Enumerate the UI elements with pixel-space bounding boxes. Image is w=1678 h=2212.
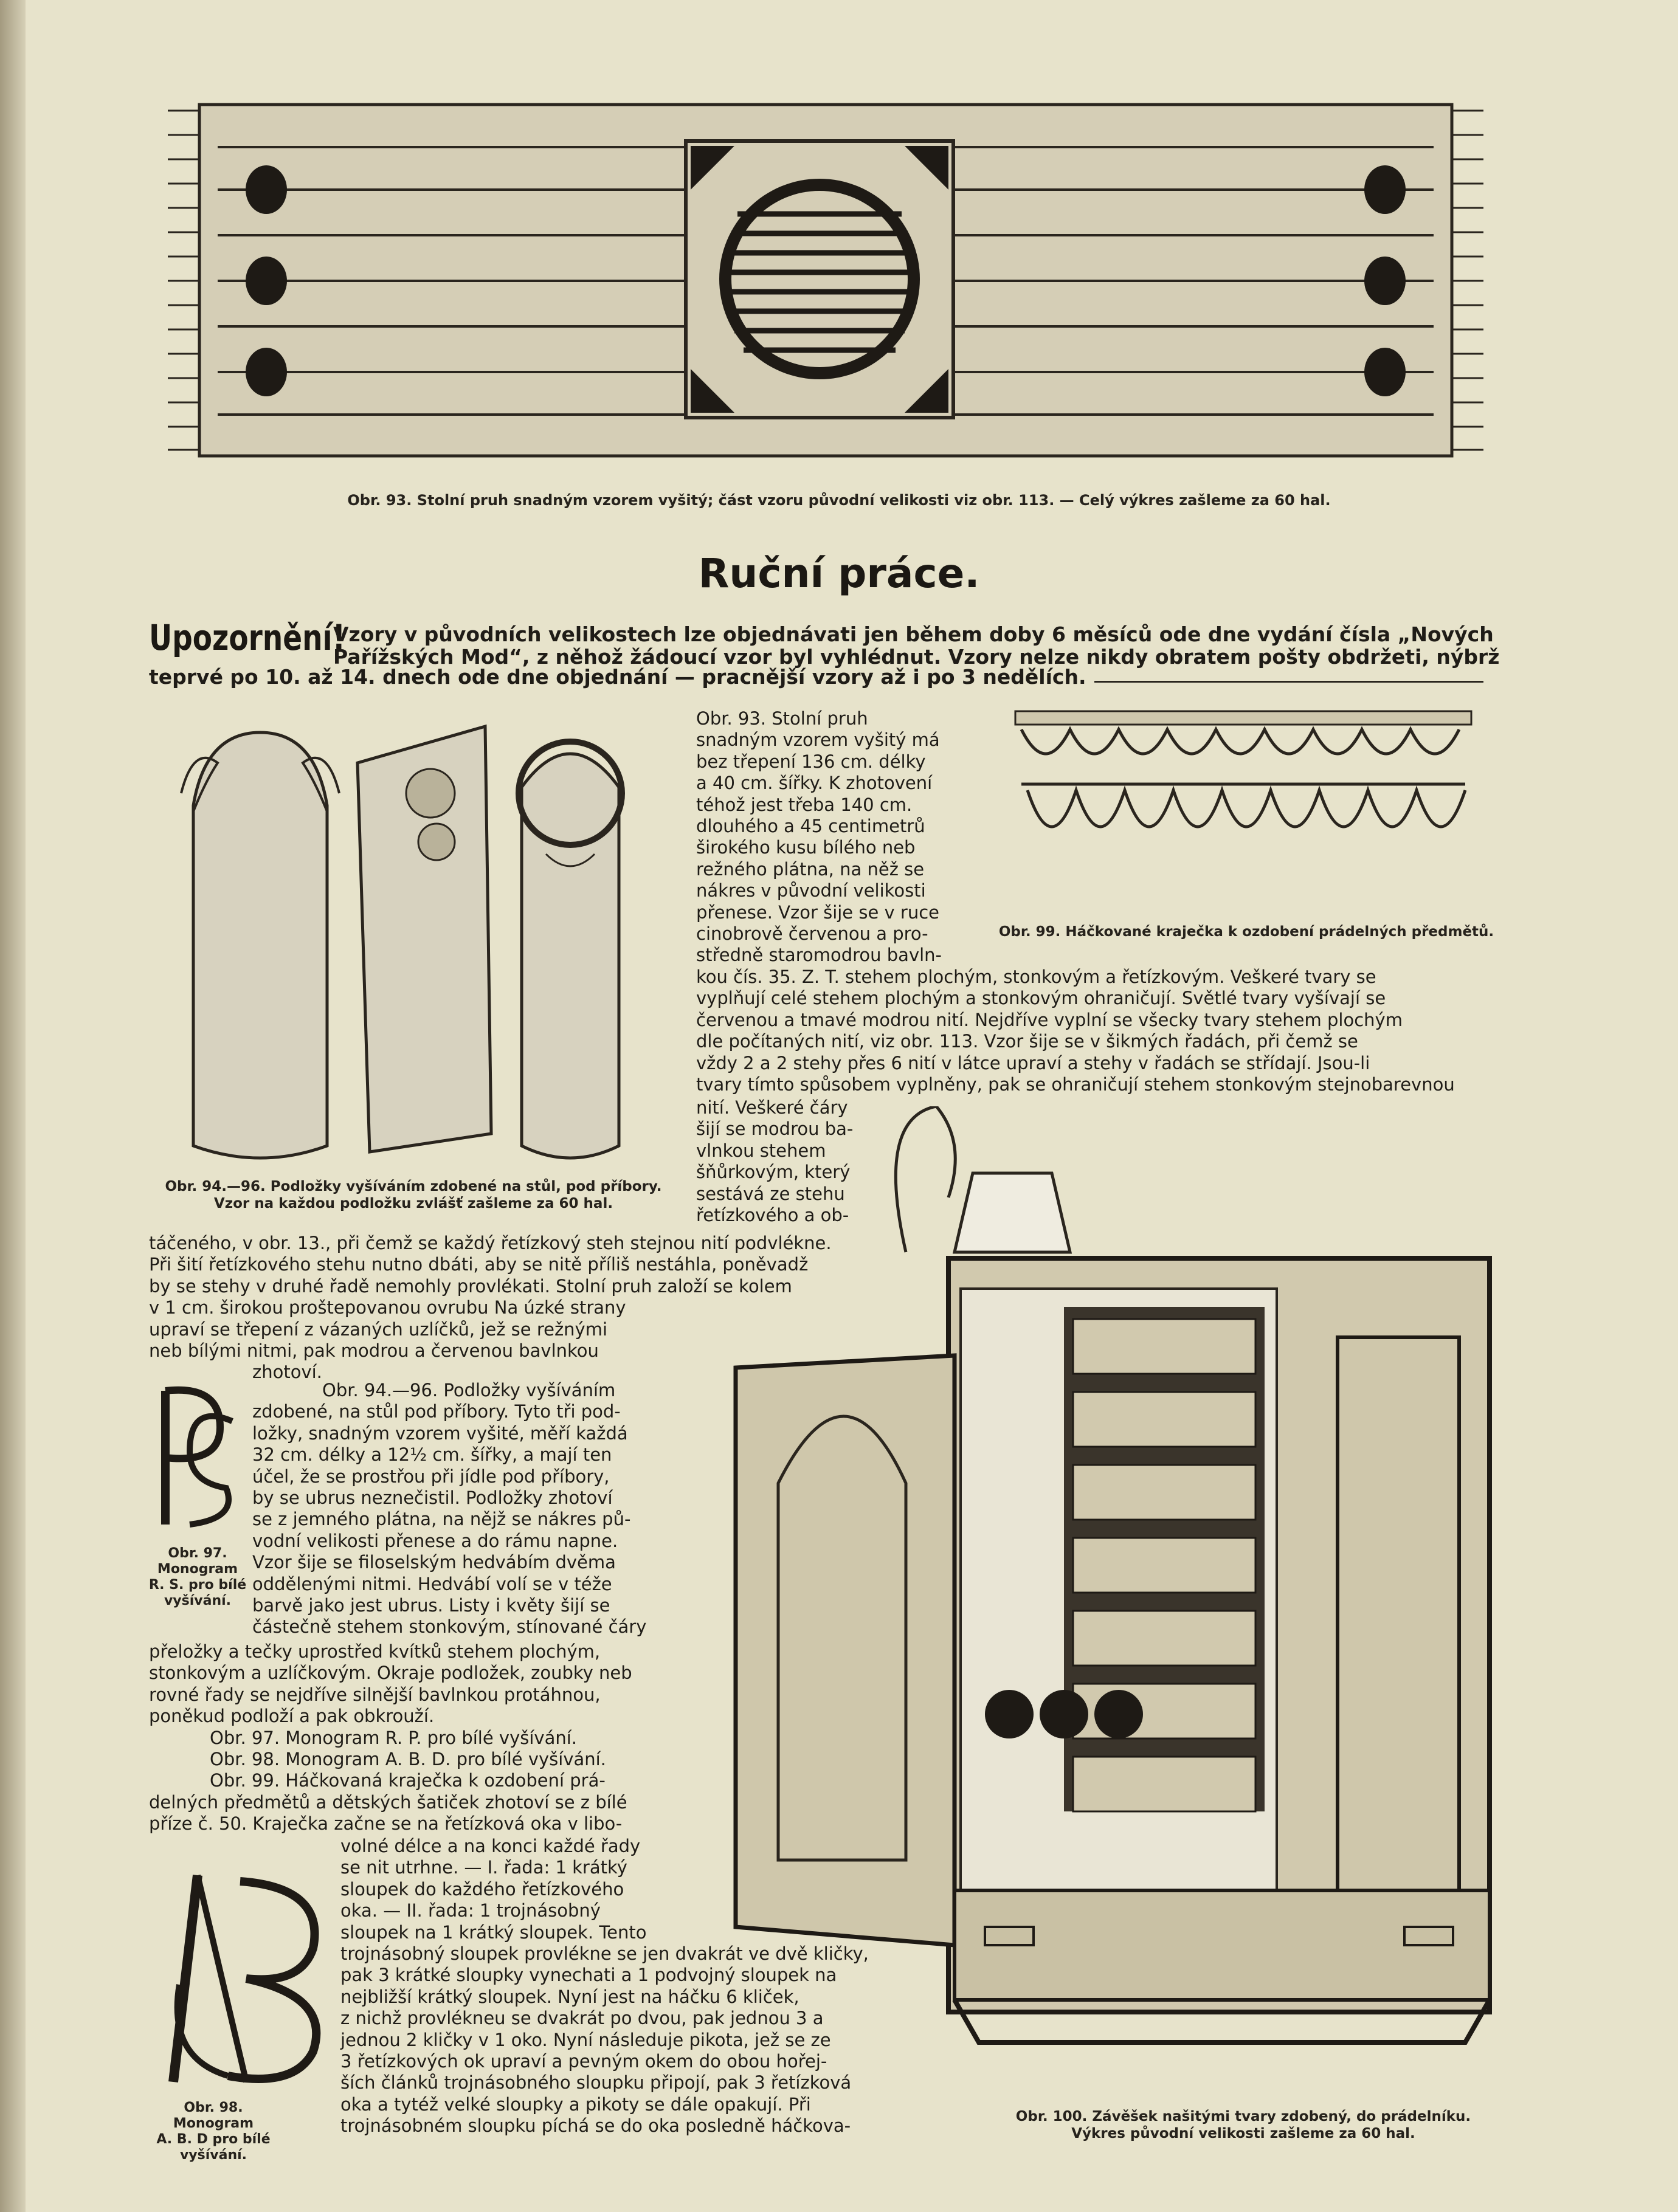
body-line: Obr. 97. Monogram R. P. pro bílé vyšívání. (210, 1727, 578, 1748)
notice-line-1: Vzory v původních velikostech lze objednávati jen během doby 6 měsíců ode dne vydání čísla „Nových (333, 622, 1494, 646)
body-line: dlouhého a 45 centimetrů (696, 816, 925, 837)
body-line: vlnkou stehem (696, 1140, 826, 1161)
body-line: poněkud podloží a pak obkrouží. (149, 1706, 435, 1727)
body-line: nití. Veškeré čáry (696, 1097, 848, 1118)
body-line: Obr. 99. Háčkovaná kraječka k ozdobení prá- (210, 1770, 606, 1791)
fig99-caption: Obr. 99. Háčkované kraječka k ozdobení prádelných předmětů. (998, 924, 1494, 940)
body-line: vyplňují celé stehem plochým a stonkovým ohraničují. Světlé tvary vyšívají se (696, 988, 1386, 1009)
monogram-abd-illustration (155, 1863, 337, 2094)
body-line: kou čís. 35. Z. T. stehem plochým, stonkovým a řetízkovým. Veškeré tvary se (696, 966, 1376, 987)
body-line: volné délce a na konci každé řady (340, 1836, 641, 1856)
fig97-caption (146, 1546, 249, 1609)
body-line: jednou 2 kličky v 1 oko. Nyní následuje pikota, jež se ze (340, 2029, 831, 2050)
notice-line-2: Pařížských Mod“, z něhož žádoucí vzor byl vyhlédnut. Vzory nelze nikdy obratem pošty obdržeti, nýbrž (333, 645, 1500, 669)
body-line: vždy 2 a 2 stehy přes 6 nití v látce upraví a stehy v řadách se střídají. Jsou-li (696, 1052, 1370, 1073)
body-line: se z jemného plátna, na nějž se nákres pů- (252, 1509, 631, 1530)
body-line: vodní velikosti přenese a do rámu napne. (252, 1530, 618, 1551)
body-line: pak 3 krátké sloupky vynechati a 1 podvojný sloupek na (340, 1965, 837, 1986)
fig98-caption-line: Obr. 98. Monogram (173, 2100, 254, 2131)
wardrobe-illustration (723, 1106, 1496, 2085)
body-line: sloupek do každého řetízkového (340, 1878, 624, 1900)
body-line: Obr. 94.—96. Podložky vyšíváním (322, 1380, 616, 1401)
notice-rule (1094, 681, 1483, 685)
body-line: cinobrově červenou a pro- (696, 923, 928, 945)
fig98-caption-line: vyšívání. (179, 2148, 247, 2163)
body-line: tvary tímto spůsobem vyplněny, pak se ohraničují stehem stonkovým stejnobarevnou (696, 1074, 1455, 1095)
fig98-caption-line: A. B. D pro bílé (156, 2132, 271, 2147)
body-line: zhotoví. (252, 1362, 322, 1383)
body-line: stonkovým a uzlíčkovým. Okraje podložek, zoubky neb (149, 1662, 632, 1684)
body-line: režného plátna, na něž se (696, 858, 925, 880)
body-line: oka a tytéž velké sloupky a pikoty se dále opakují. Při (340, 2093, 811, 2115)
fig97-caption-line: Monogram (157, 1562, 238, 1577)
text-block-stitches (696, 966, 1455, 1095)
body-line: 32 cm. délky a 12½ cm. šířky, a mají ten (252, 1444, 612, 1466)
body-line: zdobené, na stůl pod příbory. Tyto tři pod- (252, 1401, 621, 1422)
body-line: téhož jest třeba 140 cm. (696, 794, 913, 815)
fig100-caption-line-1: Obr. 100. Závěšek našitými tvary zdobený, do prádelníku. (1015, 2109, 1471, 2124)
body-line: by se stehy v druhé řadě nemohly provlékati. Stolní pruh založí se kolem (149, 1275, 792, 1297)
fig100-caption-line-2: Výkres původní velikosti zašleme za 60 hal. (1071, 2126, 1415, 2141)
body-line: Při šití řetízkového stehu nutno dbáti, aby se nitě příliš nestáhla, poněvadž (149, 1254, 809, 1275)
text-block-fig93-intro (696, 708, 942, 966)
fig98-caption (143, 2100, 283, 2163)
body-line: sloupek na 1 krátký sloupek. Tento (340, 1921, 647, 1943)
body-line: nejbližší krátký sloupek. Nyní jest na háčku 6 kliček, (340, 1986, 799, 2007)
placemats-illustration (169, 708, 692, 1182)
body-line: Obr. 93. Stolní pruh (696, 708, 868, 729)
body-line: červenou a tmavé modrou nití. Nejdříve vyplní se všecky tvary stehem plochým (696, 1009, 1403, 1030)
body-line: Vzor šije se filoselským hedvábím dvěma (252, 1552, 616, 1573)
body-line: šňůrkovým, který (696, 1162, 851, 1183)
body-line: trojnásobném sloupku píchá se do oka posledně háčkova- (340, 2115, 851, 2137)
fig94-caption-line-1: Obr. 94.—96. Podložky vyšíváním zdobené na stůl, pod příbory. (165, 1179, 662, 1194)
monogram-rs-illustration (153, 1379, 244, 1540)
fig97-caption-line: R. S. pro bílé (148, 1577, 247, 1593)
notice-label: Upozornění! (149, 617, 346, 658)
body-line: dle počítaných nití, viz obr. 113. Vzor šije se v šikmých řadách, při čemž se (696, 1031, 1358, 1052)
body-line: oddělenými nitmi. Hedvábí volí se v téže (252, 1573, 612, 1594)
fig97-caption-line: vyšívání. (164, 1593, 232, 1608)
body-line: bez třepení 136 cm. délky (696, 751, 926, 772)
fig94-caption-line-2: Vzor na každou podložku zvlášť zašleme za 60 hal. (213, 1196, 613, 1211)
body-line: příze č. 50. Kraječka začne se na řetízková oka v libo- (149, 1813, 623, 1835)
body-line: z nichž provlékneu se dvakrát po dvou, pak jednou 3 a (340, 2008, 824, 2029)
fig93-caption: Obr. 93. Stolní pruh snadným vzorem vyšitý; část vzoru původní velikosti viz obr. 113. — Celý výkres zašleme za 60 hal. (347, 492, 1331, 509)
body-line: trojnásobný sloupek provlékne se jen dvakrát ve dvě kličky, (340, 1943, 869, 1965)
page-binding-shadow (0, 0, 26, 2212)
fig100-caption (985, 2108, 1502, 2142)
body-line: upraví se třepení z vázaných uzlíčků, jež se režnými (149, 1318, 608, 1340)
body-line: středně staromodrou bavln- (696, 945, 942, 966)
body-line: barvě jako jest ubrus. Listy i květy šijí se (252, 1595, 610, 1616)
body-line: neb bílými nitmi, pak modrou a červenou bavlnkou (149, 1340, 599, 1362)
body-line: ložky, snadným vzorem vyšité, měří každá (252, 1422, 628, 1444)
body-line: delných předmětů a dětských šatiček zhotoví se z bílé (149, 1791, 627, 1813)
body-line: se nit utrhne. — I. řada: 1 krátký (340, 1857, 627, 1878)
fig94-caption (146, 1178, 681, 1212)
text-block-placemats (252, 1380, 646, 1638)
body-line: částečně stehem stonkovým, stínované čáry (252, 1616, 647, 1638)
section-title: Ruční práce. (698, 550, 980, 597)
body-line: rovné řady se nejdříve silnější bavlnkou protáhnou, (149, 1684, 601, 1705)
text-block-monograms (149, 1641, 632, 1835)
table-runner-illustration (163, 98, 1488, 462)
body-line: nákres v původní velikosti (696, 880, 926, 901)
body-line: by se ubrus neznečistil. Podložky zhotoví (252, 1487, 613, 1509)
body-line: ších článků trojnásobného sloupku připojí, pak 3 řetízková (340, 2072, 852, 2093)
fig97-caption-line: Obr. 97. (168, 1546, 227, 1561)
body-line: řetízkového a ob- (696, 1205, 849, 1226)
body-line: táčeného, v obr. 13., při čemž se každý řetízkový steh stejnou nití podvlékne. (149, 1233, 832, 1253)
body-line: přeložky a tečky uprostřed kvítků stehem plochým, (149, 1641, 601, 1662)
body-line: v 1 cm. širokou proštepovanou ovrubu Na úzké strany (149, 1297, 626, 1318)
body-line: širokého kusu bílého neb (696, 837, 916, 858)
body-line: snadným vzorem vyšitý má (696, 729, 940, 751)
body-line: šijí se modrou ba- (696, 1118, 854, 1140)
notice-line-3: teprvé po 10. až 14. dnech ode dne objednání — pracnější vzory až i po 3 nedělích. (149, 665, 1086, 689)
body-line: sestává ze stehu (696, 1183, 845, 1204)
body-line: a 40 cm. šířky. K zhotovení (696, 773, 933, 794)
body-line: Obr. 98. Monogram A. B. D. pro bílé vyšívání. (210, 1749, 606, 1770)
body-line: účel, že se prostřou při jídle pod příbory, (252, 1466, 610, 1487)
crochet-lace-illustration (1009, 705, 1477, 875)
body-line: 3 řetízkových ok upraví a pevným okem do obou hořej- (340, 2051, 827, 2072)
body-line: oka. — II. řada: 1 trojnásobný (340, 1900, 601, 1921)
body-line: přenese. Vzor šije se v ruce (696, 901, 940, 923)
